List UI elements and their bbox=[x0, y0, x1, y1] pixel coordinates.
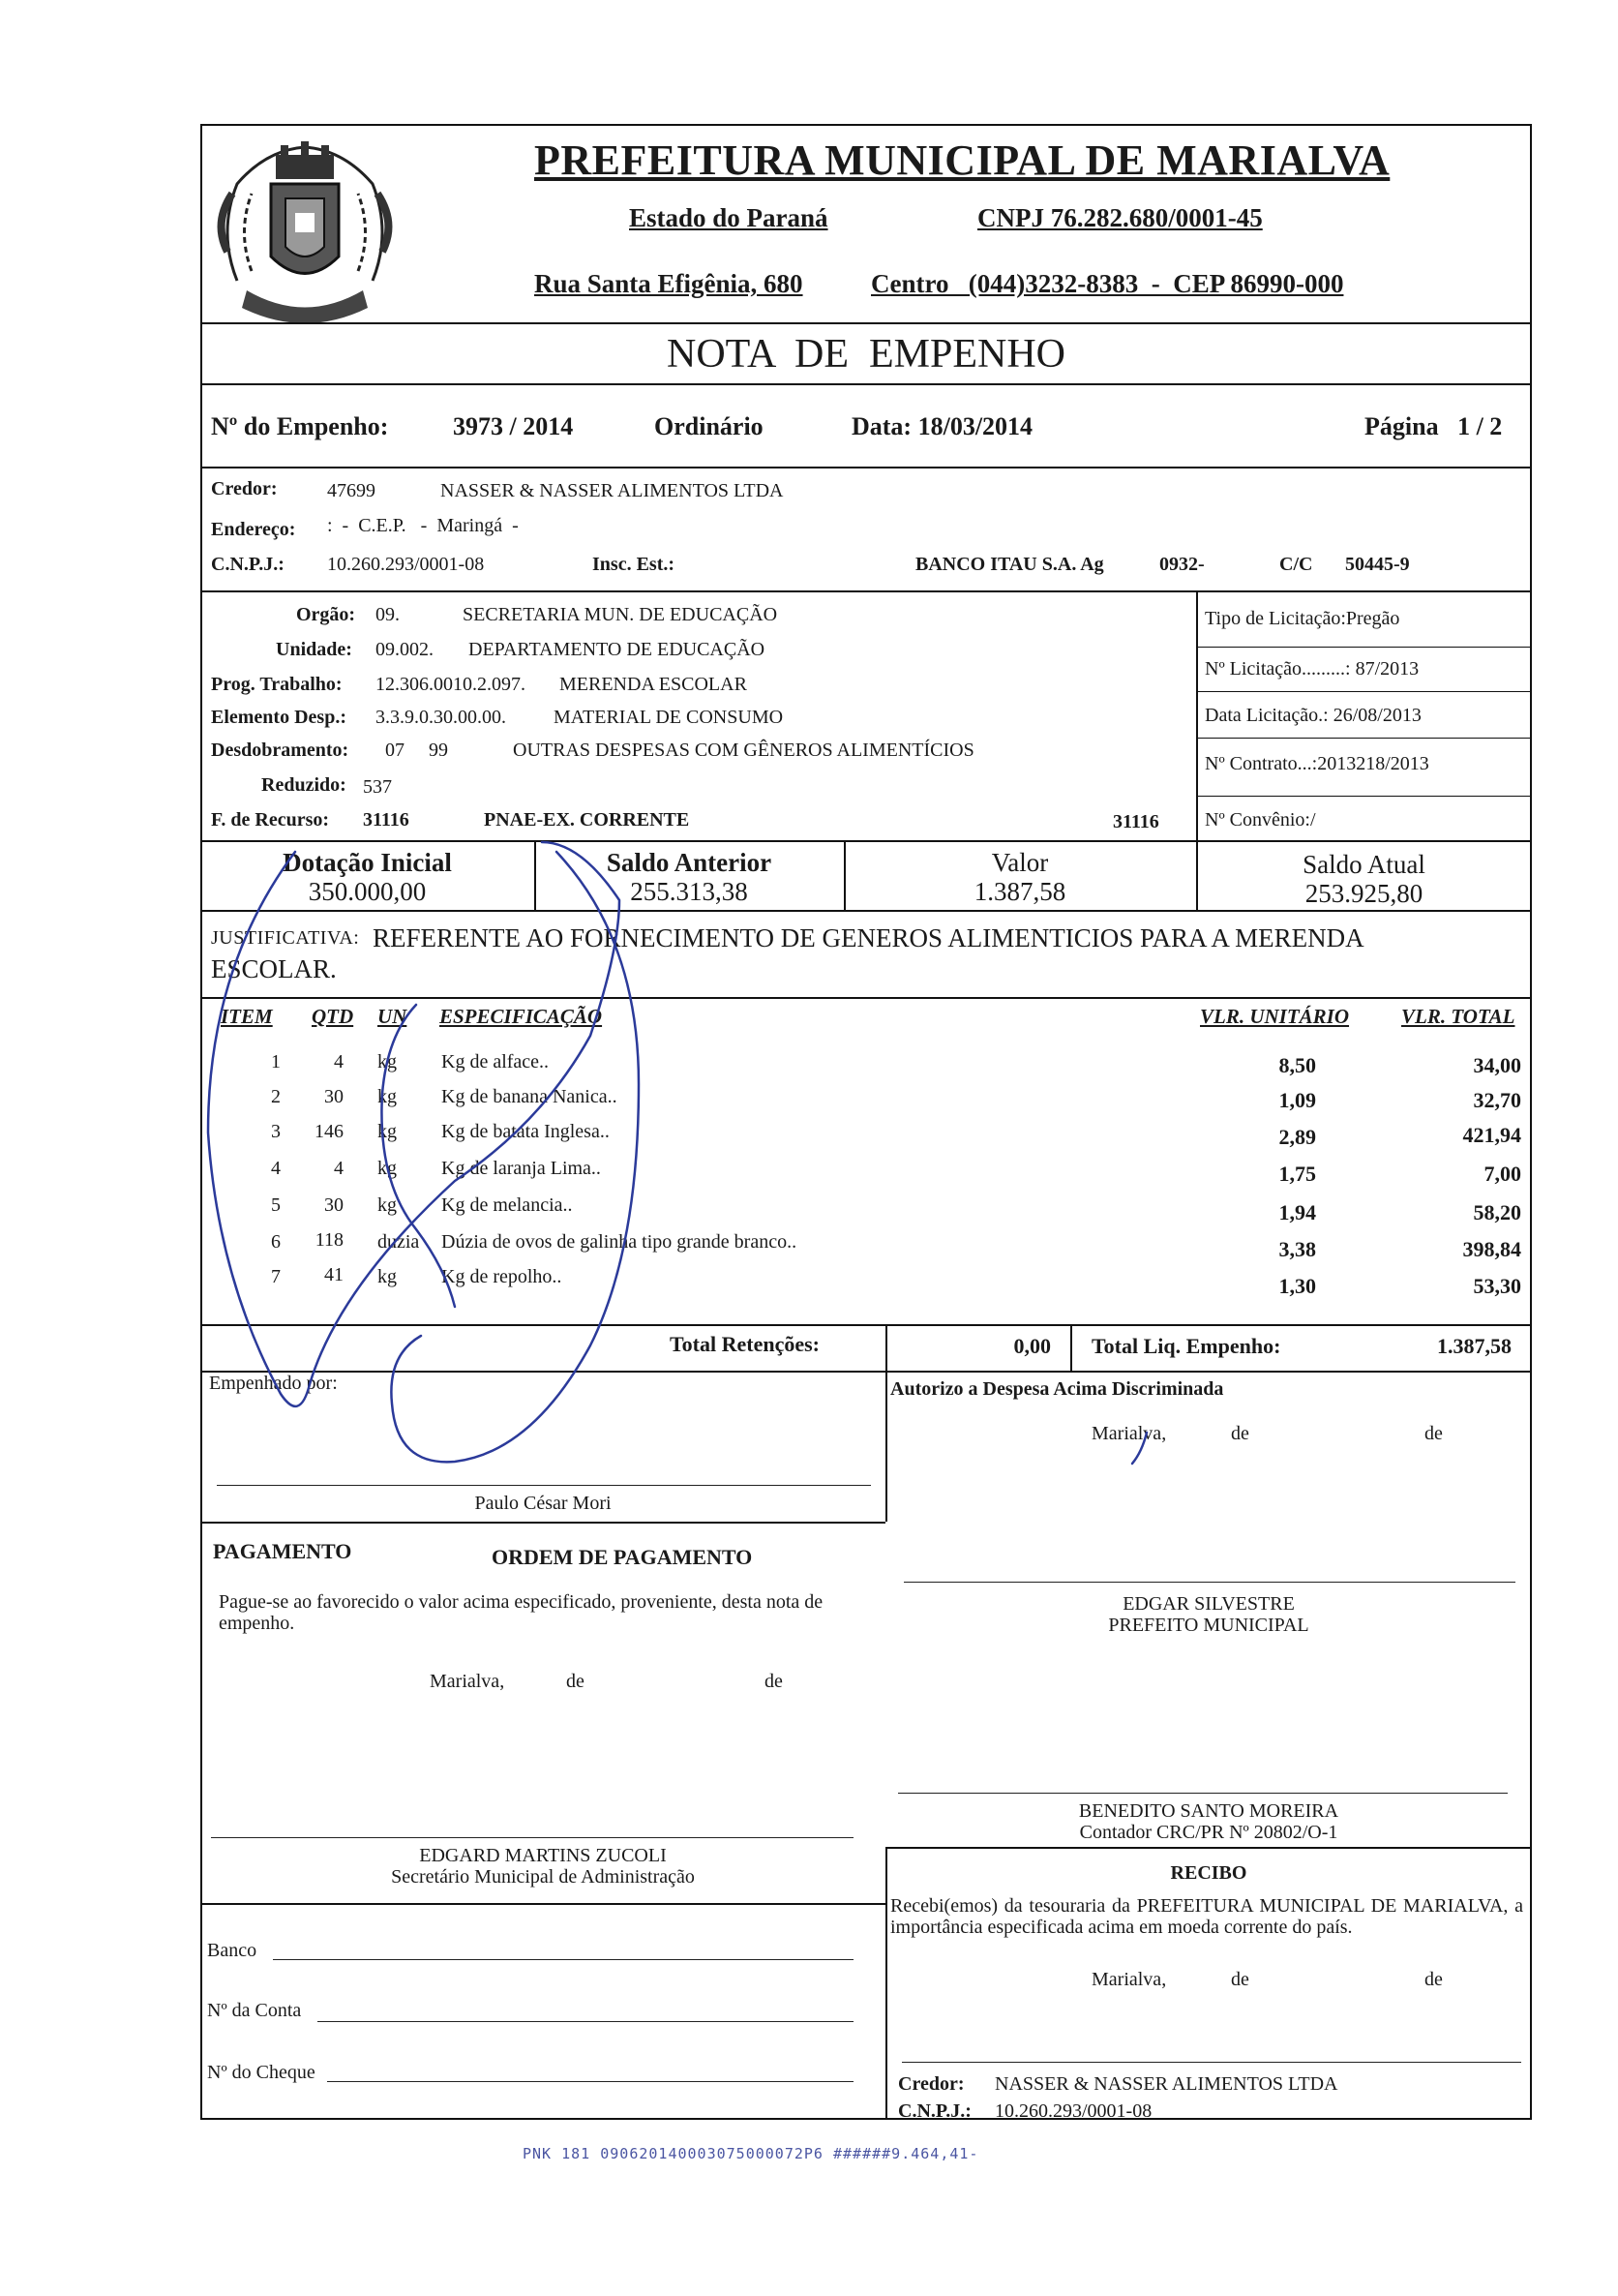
justificativa-text-line2: ESCOLAR. bbox=[211, 954, 337, 983]
col-header-vlr-total: VLR. TOTAL bbox=[1401, 1005, 1515, 1028]
footer-credor-label: Credor: bbox=[898, 2073, 965, 2095]
item-unit-price: 1,75 bbox=[1278, 1162, 1316, 1186]
insc-est-label: Insc. Est.: bbox=[592, 554, 675, 575]
elemento-label: Elemento Desp.: bbox=[211, 707, 346, 728]
empenho-number-label: Nº do Empenho: bbox=[211, 412, 389, 440]
item-spec: Kg de repolho.. bbox=[441, 1266, 562, 1287]
item-total: 7,00 bbox=[1483, 1162, 1521, 1186]
item-unit-price: 8,50 bbox=[1278, 1053, 1316, 1077]
saldo-anterior-value: 255.313,38 bbox=[630, 877, 748, 906]
city-hall-address: Rua Santa Efigênia, 680 bbox=[534, 269, 803, 298]
item-unit-price: 1,30 bbox=[1278, 1274, 1316, 1298]
col-header-item: ITEM bbox=[221, 1005, 273, 1028]
desdobramento-name: OUTRAS DESPESAS COM GÊNEROS ALIMENTÍCIOS bbox=[513, 740, 974, 761]
footer-cnpj-label: C.N.P.J.: bbox=[898, 2100, 972, 2122]
address-label: Endereço: bbox=[211, 519, 296, 540]
item-spec: Kg de banana Nanica.. bbox=[441, 1086, 617, 1107]
saldo-anterior-label: Saldo Anterior bbox=[606, 848, 772, 877]
item-total: 421,94 bbox=[1462, 1123, 1521, 1147]
city-hall-title: PREFEITURA MUNICIPAL DE MARIALVA bbox=[534, 136, 1391, 184]
banco-label: Banco bbox=[207, 1940, 257, 1961]
recibo-label: RECIBO bbox=[1170, 1862, 1247, 1884]
item-total: 34,00 bbox=[1473, 1053, 1521, 1077]
prog-trabalho-name: MERENDA ESCOLAR bbox=[559, 674, 747, 695]
item-number: 3 bbox=[271, 1121, 281, 1142]
item-number: 5 bbox=[271, 1194, 281, 1216]
reduzido-value: 537 bbox=[363, 776, 392, 798]
item-number: 7 bbox=[271, 1266, 281, 1287]
document-title: NOTA DE EMPENHO bbox=[667, 332, 1065, 377]
cc-number: 50445-9 bbox=[1345, 554, 1410, 575]
col-header-especificacao: ESPECIFICAÇÃO bbox=[439, 1005, 603, 1028]
autorizo-place: Marialva, bbox=[1092, 1423, 1167, 1444]
secretario-role: Secretário Municipal de Administração bbox=[391, 1866, 695, 1888]
item-unit-price: 1,94 bbox=[1278, 1200, 1316, 1224]
credor-name: NASSER & NASSER ALIMENTOS LTDA bbox=[440, 480, 784, 501]
bank-name: BANCO ITAU S.A. Ag bbox=[915, 554, 1104, 575]
total-retencoes-value: 0,00 bbox=[1013, 1334, 1051, 1358]
pagamento-label: PAGAMENTO bbox=[213, 1539, 352, 1563]
item-qtd: 4 bbox=[334, 1158, 344, 1179]
numero-convenio: Nº Convênio:/ bbox=[1205, 809, 1316, 831]
justificativa-label: JUSTIFICATIVA: bbox=[211, 927, 360, 949]
orgao-code: 09. bbox=[375, 604, 400, 625]
item-number: 1 bbox=[271, 1051, 281, 1072]
credor-cnpj: 10.260.293/0001-08 bbox=[327, 554, 485, 575]
col-header-qtd: QTD bbox=[312, 1005, 354, 1028]
col-header-un: UN bbox=[377, 1005, 407, 1028]
bank-agency: 0932- bbox=[1159, 554, 1205, 575]
city-hall-cnpj: CNPJ 76.282.680/0001-45 bbox=[977, 203, 1263, 232]
micr-code: PNK 181 090620140003075000072P6 ######9.464,41- bbox=[523, 2145, 979, 2162]
recibo-de-2: de bbox=[1424, 1969, 1443, 1990]
total-liquido-label: Total Liq. Empenho: bbox=[1092, 1334, 1281, 1358]
cheque-label: Nº do Cheque bbox=[207, 2062, 315, 2083]
item-qtd: 41 bbox=[324, 1264, 344, 1285]
recibo-text: Recebi(emos) da tesouraria da PREFEITURA MUNICIPAL DE MARIALVA, a importância especificada acima em moeda corrente do país. bbox=[890, 1895, 1523, 1938]
col-header-vlr-unitario: VLR. UNITÁRIO bbox=[1200, 1005, 1350, 1028]
item-spec: Kg de alface.. bbox=[441, 1051, 550, 1072]
item-un: kg bbox=[377, 1194, 397, 1216]
unidade-label: Unidade: bbox=[276, 639, 352, 660]
saldo-atual-label: Saldo Atual bbox=[1303, 850, 1425, 879]
item-un: kg bbox=[377, 1158, 397, 1179]
tipo-licitacao: Tipo de Licitação:Pregão bbox=[1205, 608, 1400, 629]
dotacao-inicial-label: Dotação Inicial bbox=[283, 848, 452, 877]
fonte-recurso-label: F. de Recurso: bbox=[211, 809, 330, 831]
item-total: 58,20 bbox=[1473, 1200, 1521, 1224]
prog-trabalho-label: Prog. Trabalho: bbox=[211, 674, 343, 695]
empenho-type: Ordinário bbox=[654, 412, 764, 440]
recibo-de: de bbox=[1231, 1969, 1249, 1990]
credor-address: : - C.E.P. - Maringá - bbox=[327, 515, 519, 536]
item-total: 32,70 bbox=[1473, 1088, 1521, 1112]
item-qtd: 30 bbox=[324, 1194, 344, 1216]
item-qtd: 30 bbox=[324, 1086, 344, 1107]
pagamento-de: de bbox=[566, 1671, 584, 1692]
fonte-recurso-code-2: 31116 bbox=[1113, 811, 1159, 832]
item-un: kg bbox=[377, 1051, 397, 1072]
secretario-name: EDGARD MARTINS ZUCOLI bbox=[419, 1845, 667, 1866]
item-spec: Dúzia de ovos de galinha tipo grande branco.. bbox=[441, 1231, 797, 1253]
reduzido-label: Reduzido: bbox=[261, 774, 346, 796]
item-un: kg bbox=[377, 1266, 397, 1287]
orgao-label: Orgão: bbox=[296, 604, 356, 625]
dotacao-inicial-value: 350.000,00 bbox=[308, 877, 427, 906]
justificativa-text-line1: REFERENTE AO FORNECIMENTO DE GENEROS ALIMENTICIOS PARA A MERENDA bbox=[373, 923, 1364, 952]
credor-label: Credor: bbox=[211, 478, 278, 499]
credor-code: 47699 bbox=[327, 480, 375, 501]
empenho-number: 3973 / 2014 bbox=[453, 412, 574, 440]
cc-label: C/C bbox=[1279, 554, 1313, 575]
item-spec: Kg de batata Inglesa.. bbox=[441, 1121, 610, 1142]
total-liquido-value: 1.387,58 bbox=[1437, 1334, 1512, 1358]
pagamento-text: Pague-se ao favorecido o valor acima especificado, proveniente, desta nota de empenho. bbox=[219, 1591, 824, 1634]
valor-value: 1.387,58 bbox=[974, 877, 1066, 906]
orgao-name: SECRETARIA MUN. DE EDUCAÇÃO bbox=[463, 604, 778, 625]
prefeito-role: PREFEITO MUNICIPAL bbox=[1108, 1615, 1309, 1636]
numero-contrato: Nº Contrato...:2013218/2013 bbox=[1205, 753, 1429, 774]
empenho-date: Data: 18/03/2014 bbox=[852, 412, 1034, 440]
pagamento-de-2: de bbox=[764, 1671, 783, 1692]
item-unit-price: 1,09 bbox=[1278, 1088, 1316, 1112]
item-spec: Kg de melancia.. bbox=[441, 1194, 573, 1216]
item-number: 4 bbox=[271, 1158, 281, 1179]
credor-cnpj-label: C.N.P.J.: bbox=[211, 554, 285, 575]
item-un: kg bbox=[377, 1121, 397, 1142]
prefeito-name: EDGAR SILVESTRE bbox=[1123, 1593, 1295, 1615]
page-number: Página 1 / 2 bbox=[1364, 412, 1503, 440]
conta-label: Nº da Conta bbox=[207, 2000, 302, 2021]
unidade-name: DEPARTAMENTO DE EDUCAÇÃO bbox=[468, 639, 765, 660]
state-name: Estado do Paraná bbox=[629, 203, 828, 232]
elemento-code: 3.3.9.0.30.00.00. bbox=[375, 707, 506, 728]
item-qtd: 146 bbox=[315, 1121, 344, 1142]
numero-licitacao: Nº Licitação.........: 87/2013 bbox=[1205, 658, 1420, 680]
item-un: duzia bbox=[377, 1231, 420, 1253]
item-total: 53,30 bbox=[1473, 1274, 1521, 1298]
item-un: kg bbox=[377, 1086, 397, 1107]
footer-cnpj: 10.260.293/0001-08 bbox=[995, 2100, 1153, 2122]
item-spec: Kg de laranja Lima.. bbox=[441, 1158, 601, 1179]
valor-label: Valor bbox=[991, 848, 1049, 877]
autorizo-label: Autorizo a Despesa Acima Discriminada bbox=[890, 1378, 1224, 1400]
item-number: 2 bbox=[271, 1086, 281, 1107]
contador-role: Contador CRC/PR Nº 20802/O-1 bbox=[1079, 1822, 1338, 1843]
fonte-recurso-code: 31116 bbox=[363, 809, 409, 831]
empenhado-por-name: Paulo César Mori bbox=[474, 1493, 612, 1514]
footer-credor-name: NASSER & NASSER ALIMENTOS LTDA bbox=[995, 2073, 1338, 2095]
item-number: 6 bbox=[271, 1231, 281, 1253]
unidade-code: 09.002. bbox=[375, 639, 434, 660]
autorizo-de-2: de bbox=[1424, 1423, 1443, 1444]
city-hall-contact: Centro (044)3232-8383 - CEP 86990-000 bbox=[871, 269, 1344, 298]
item-total: 398,84 bbox=[1462, 1237, 1521, 1261]
item-qtd: 4 bbox=[334, 1051, 344, 1072]
ordem-pagamento-label: ORDEM DE PAGAMENTO bbox=[492, 1545, 753, 1569]
empenhado-por-label: Empenhado por: bbox=[209, 1373, 338, 1394]
item-unit-price: 3,38 bbox=[1278, 1237, 1316, 1261]
recibo-place: Marialva, bbox=[1092, 1969, 1167, 1990]
fonte-recurso-name: PNAE-EX. CORRENTE bbox=[484, 809, 690, 831]
autorizo-de: de bbox=[1231, 1423, 1249, 1444]
item-unit-price: 2,89 bbox=[1278, 1125, 1316, 1149]
data-licitacao: Data Licitação.: 26/08/2013 bbox=[1205, 705, 1422, 726]
desdobramento-label: Desdobramento: bbox=[211, 740, 349, 761]
item-qtd: 118 bbox=[315, 1229, 344, 1251]
saldo-atual-value: 253.925,80 bbox=[1304, 879, 1423, 908]
prog-trabalho-code: 12.306.0010.2.097. bbox=[375, 674, 525, 695]
total-retencoes-label: Total Retenções: bbox=[670, 1332, 820, 1356]
contador-name: BENEDITO SANTO MOREIRA bbox=[1078, 1800, 1339, 1822]
desdobramento-code: 07 99 bbox=[385, 740, 448, 761]
pagamento-place: Marialva, bbox=[430, 1671, 505, 1692]
elemento-name: MATERIAL DE CONSUMO bbox=[554, 707, 784, 728]
